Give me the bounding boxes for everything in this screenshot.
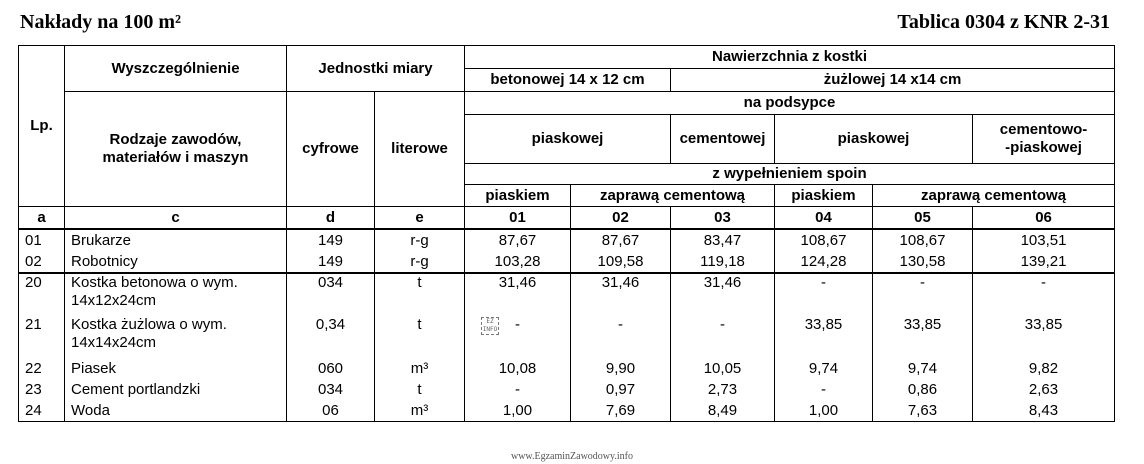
- col-letter-05: 05: [873, 207, 973, 230]
- row-value-01: 1,00: [465, 400, 571, 422]
- row-value-02: 31,46: [571, 273, 671, 316]
- row-value-06: 2,63: [973, 379, 1115, 400]
- row-cyfrowe: 034: [287, 273, 375, 316]
- row-name-line1: Kostka żużlowa o wym.: [71, 316, 227, 333]
- row-value-04: 108,67: [775, 229, 873, 251]
- row-name: [65, 273, 287, 316]
- row-value-03: -: [671, 316, 775, 358]
- row-value-03: 31,46: [671, 273, 775, 316]
- header-cementowo-piaskowej: [973, 115, 1115, 164]
- table-row: [19, 273, 1115, 316]
- table-row: [19, 251, 1115, 273]
- row-value-05: 7,63: [873, 400, 973, 422]
- watermark: www.EgzaminZawodowy.info: [510, 451, 633, 462]
- table-row: [19, 316, 1115, 358]
- row-cyfrowe: 060: [287, 358, 375, 379]
- row-value-06: 9,82: [973, 358, 1115, 379]
- row-value-01: 87,67: [465, 229, 571, 251]
- row-literowe: m³: [375, 400, 465, 422]
- header-piaskiem-2: piaskiem: [775, 185, 873, 207]
- row-name-line2: 14x12x24cm: [71, 292, 157, 309]
- row-lp: 23: [19, 379, 65, 400]
- row-name: Cement portlandzki: [65, 379, 287, 400]
- row-value-03: 2,73: [671, 379, 775, 400]
- row-name: Woda: [65, 400, 287, 422]
- table-row: [19, 400, 1115, 422]
- header-rodzaje-line2: materiałów i maszyn: [102, 149, 249, 166]
- row-value-04: -: [775, 379, 873, 400]
- col-letter-a: a: [19, 207, 65, 230]
- row-lp: 22: [19, 358, 65, 379]
- row-lp: 20: [19, 273, 65, 316]
- header-betonowej: betonowej 14 x 12 cm: [465, 69, 671, 92]
- header-zaprawa-2: zaprawą cementową: [873, 185, 1115, 207]
- header-nawierzchnia: Nawierzchnia z kostki: [465, 46, 1115, 69]
- header-piaskiem-1: piaskiem: [465, 185, 571, 207]
- row-value-01: -: [465, 316, 571, 358]
- row-lp: 21: [19, 316, 65, 358]
- header-piaskowej-1: piaskowej: [465, 115, 671, 164]
- row-lp: 24: [19, 400, 65, 422]
- row-value-03: 119,18: [671, 251, 775, 273]
- row-value-03: 83,47: [671, 229, 775, 251]
- row-value-02: 7,69: [571, 400, 671, 422]
- col-letter-01: 01: [465, 207, 571, 230]
- row-cyfrowe: 149: [287, 229, 375, 251]
- row-value-05: 130,58: [873, 251, 973, 273]
- row-value-06: -: [973, 273, 1115, 316]
- row-value-05: -: [873, 273, 973, 316]
- row-value-06: 33,85: [973, 316, 1115, 358]
- header-wypelnienie-spoin: z wypełnieniem spoin: [465, 164, 1115, 185]
- header-wyszczegolnienie: Wyszczególnienie: [65, 46, 287, 92]
- row-value-02: -: [571, 316, 671, 358]
- row-value-04: 9,74: [775, 358, 873, 379]
- row-value-01: 10,08: [465, 358, 571, 379]
- row-name: Brukarze: [65, 229, 287, 251]
- header-cyfrowe: cyfrowe: [287, 92, 375, 207]
- row-value-02: 0,97: [571, 379, 671, 400]
- row-literowe: t: [375, 316, 465, 358]
- row-value-03: 8,49: [671, 400, 775, 422]
- row-value-04: 33,85: [775, 316, 873, 358]
- row-cyfrowe: 06: [287, 400, 375, 422]
- row-value-01: 103,28: [465, 251, 571, 273]
- col-letter-04: 04: [775, 207, 873, 230]
- header-literowe: literowe: [375, 92, 465, 207]
- row-value-05: 108,67: [873, 229, 973, 251]
- header-rodzaje-line1: Rodzaje zawodów,: [109, 131, 242, 148]
- col-letter-06: 06: [973, 207, 1115, 230]
- row-name: Piasek: [65, 358, 287, 379]
- page-title: Nakłady na 100 m²: [20, 11, 182, 33]
- row-value-06: 103,51: [973, 229, 1115, 251]
- row-literowe: t: [375, 273, 465, 316]
- header-rodzaje: [65, 92, 287, 207]
- row-literowe: t: [375, 379, 465, 400]
- row-value-02: 9,90: [571, 358, 671, 379]
- table-row: [19, 358, 1115, 379]
- header-lp: Lp.: [19, 46, 65, 207]
- row-cyfrowe: 149: [287, 251, 375, 273]
- row-cyfrowe: 034: [287, 379, 375, 400]
- header-na-podsypce: na podsypce: [465, 92, 1115, 115]
- header-zaprawa-1: zaprawą cementową: [571, 185, 775, 207]
- row-name: [65, 316, 287, 358]
- row-value-02: 109,58: [571, 251, 671, 273]
- row-name-line1: Kostka betonowa o wym.: [71, 274, 238, 291]
- col-letter-02: 02: [571, 207, 671, 230]
- col-letter-c: c: [65, 207, 287, 230]
- header-cementowej: cementowej: [671, 115, 775, 164]
- header-zuzlowej: żużlowej 14 x14 cm: [671, 69, 1115, 92]
- row-cyfrowe: 0,34: [287, 316, 375, 358]
- row-value-04: 1,00: [775, 400, 873, 422]
- header-jednostki-miary: Jednostki miary: [287, 46, 465, 92]
- row-value-05: 33,85: [873, 316, 973, 358]
- row-literowe: r-g: [375, 229, 465, 251]
- table-row: [19, 229, 1115, 251]
- row-name-line2: 14x14x24cm: [71, 334, 157, 351]
- row-value-06: 139,21: [973, 251, 1115, 273]
- row-name: Robotnicy: [65, 251, 287, 273]
- table-reference: Tablica 0304 z KNR 2-31: [897, 11, 1110, 33]
- row-lp: 02: [19, 251, 65, 273]
- row-value-04: -: [775, 273, 873, 316]
- col-letter-d: d: [287, 207, 375, 230]
- header-piaskowej-2: piaskowej: [775, 115, 973, 164]
- row-value-05: 0,86: [873, 379, 973, 400]
- table-row: [19, 379, 1115, 400]
- row-lp: 01: [19, 229, 65, 251]
- header-cem-pias-line1: cementowo-: [999, 121, 1088, 138]
- ez-info-icon: EZ INFO: [482, 318, 498, 333]
- header-cem-pias-line2: -piaskowej: [1005, 139, 1082, 156]
- row-value-02: 87,67: [571, 229, 671, 251]
- col-letter-03: 03: [671, 207, 775, 230]
- row-literowe: m³: [375, 358, 465, 379]
- row-value-06: 8,43: [973, 400, 1115, 422]
- row-value-01: -: [465, 379, 571, 400]
- col-letter-e: e: [375, 207, 465, 230]
- row-literowe: r-g: [375, 251, 465, 273]
- row-value-04: 124,28: [775, 251, 873, 273]
- knr-table: [18, 45, 1115, 422]
- row-value-03: 10,05: [671, 358, 775, 379]
- row-value-01: 31,46: [465, 273, 571, 316]
- row-value-05: 9,74: [873, 358, 973, 379]
